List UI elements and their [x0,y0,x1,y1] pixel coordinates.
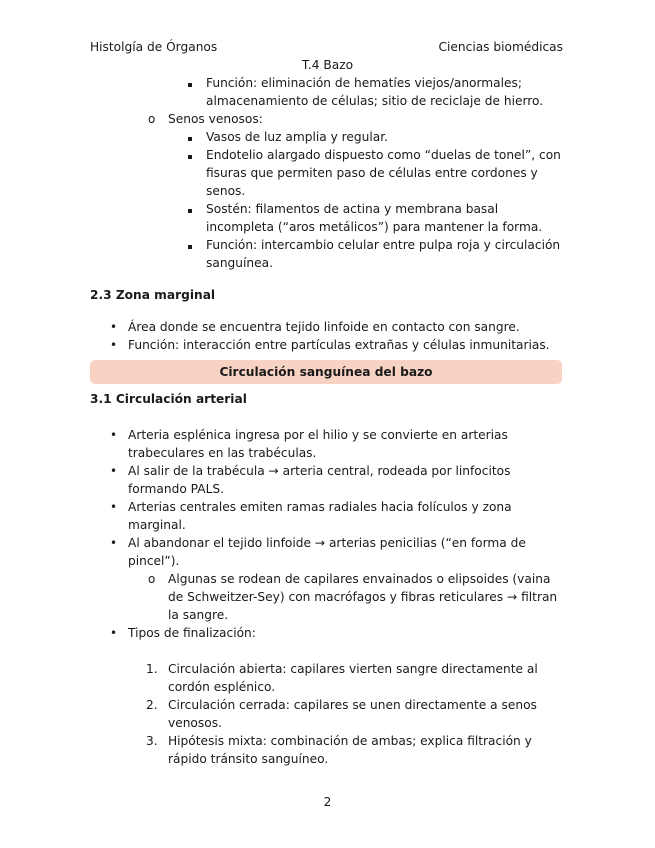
bullet-icon: • [110,320,118,334]
bullet-icon: • [110,464,118,478]
document-body [90,74,562,768]
section-heading: 2.3 Zona marginal [90,288,216,302]
header-center: T.4 Bazo [301,58,354,72]
bullet-icon: • [110,536,118,550]
list-item: Endotelio alargado dispuesto como “duelas de tonel”, con fisuras que permiten paso de células entre cordones y senos. [90,146,562,200]
square-bullet-icon [188,74,192,92]
list-item: Sostén: filamentos de actina y membrana basal incompleta (“aros metálicos”) para mantener la forma. [90,200,562,236]
section-heading: 3.1 Circulación arterial [90,392,247,406]
list-item: • Función: interacción entre partículas extrañas y células inmunitarias. [110,338,550,352]
header-left: Histolgía de Órganos [90,40,218,54]
list-item: o Senos venosos: [148,112,263,126]
list-item: • Al abandonar el tejido linfoide → arterias penicilias (“en forma de pincel”). [110,536,526,568]
square-bullet-icon [188,146,192,164]
square-bullet-icon [188,236,192,254]
bullet-icon: • [110,626,118,640]
header-right: Ciencias biomédicas [438,40,563,54]
list-item: • Área donde se encuentra tejido linfoide en contacto con sangre. [110,320,520,334]
list-item: Función: intercambio celular entre pulpa roja y circulación sanguínea. [90,236,562,272]
list-item: Función: eliminación de hematíes viejos/anormales; almacenamiento de células; sitio de reciclaje de hierro. [90,74,562,110]
numbered-item: 2. Circulación cerrada: capilares se unen directamente a senos venosos. [146,698,537,730]
numbered-item: 1. Circulación abierta: capilares vierten sangre directamente al cordón esplénico. [146,662,538,694]
page-number: 2 [323,795,332,809]
list-item: • Arteria esplénica ingresa por el hilio y se convierte en arterias trabeculares en las trabéculas. [110,428,508,460]
circle-bullet-icon: o [148,112,156,126]
circle-bullet-icon: o [148,572,156,586]
list-item: Vasos de luz amplia y regular. [90,128,562,146]
square-bullet-icon [188,128,192,146]
list-item: • Tipos de finalización: [110,626,256,640]
numbered-item: 3. Hipótesis mixta: combinación de ambas; explica filtración y rápido tránsito sanguíneo. [146,734,532,766]
list-item: • Arterias centrales emiten ramas radiales hacia folículos y zona marginal. [110,500,512,532]
list-item: o Algunas se rodean de capilares envainados o elipsoides (vaina de Schweitzer-Sey) con macrófagos y fibras reticulares → filtran la sangre. [148,572,558,622]
bullet-icon: • [110,338,118,352]
square-bullet-icon [188,200,192,218]
bullet-icon: • [110,500,118,514]
section-band: Circulación sanguínea del bazo [90,360,562,384]
bullet-icon: • [110,428,118,442]
list-item: • Al salir de la trabécula → arteria central, rodeada por linfocitos formando PALS. [110,464,511,496]
